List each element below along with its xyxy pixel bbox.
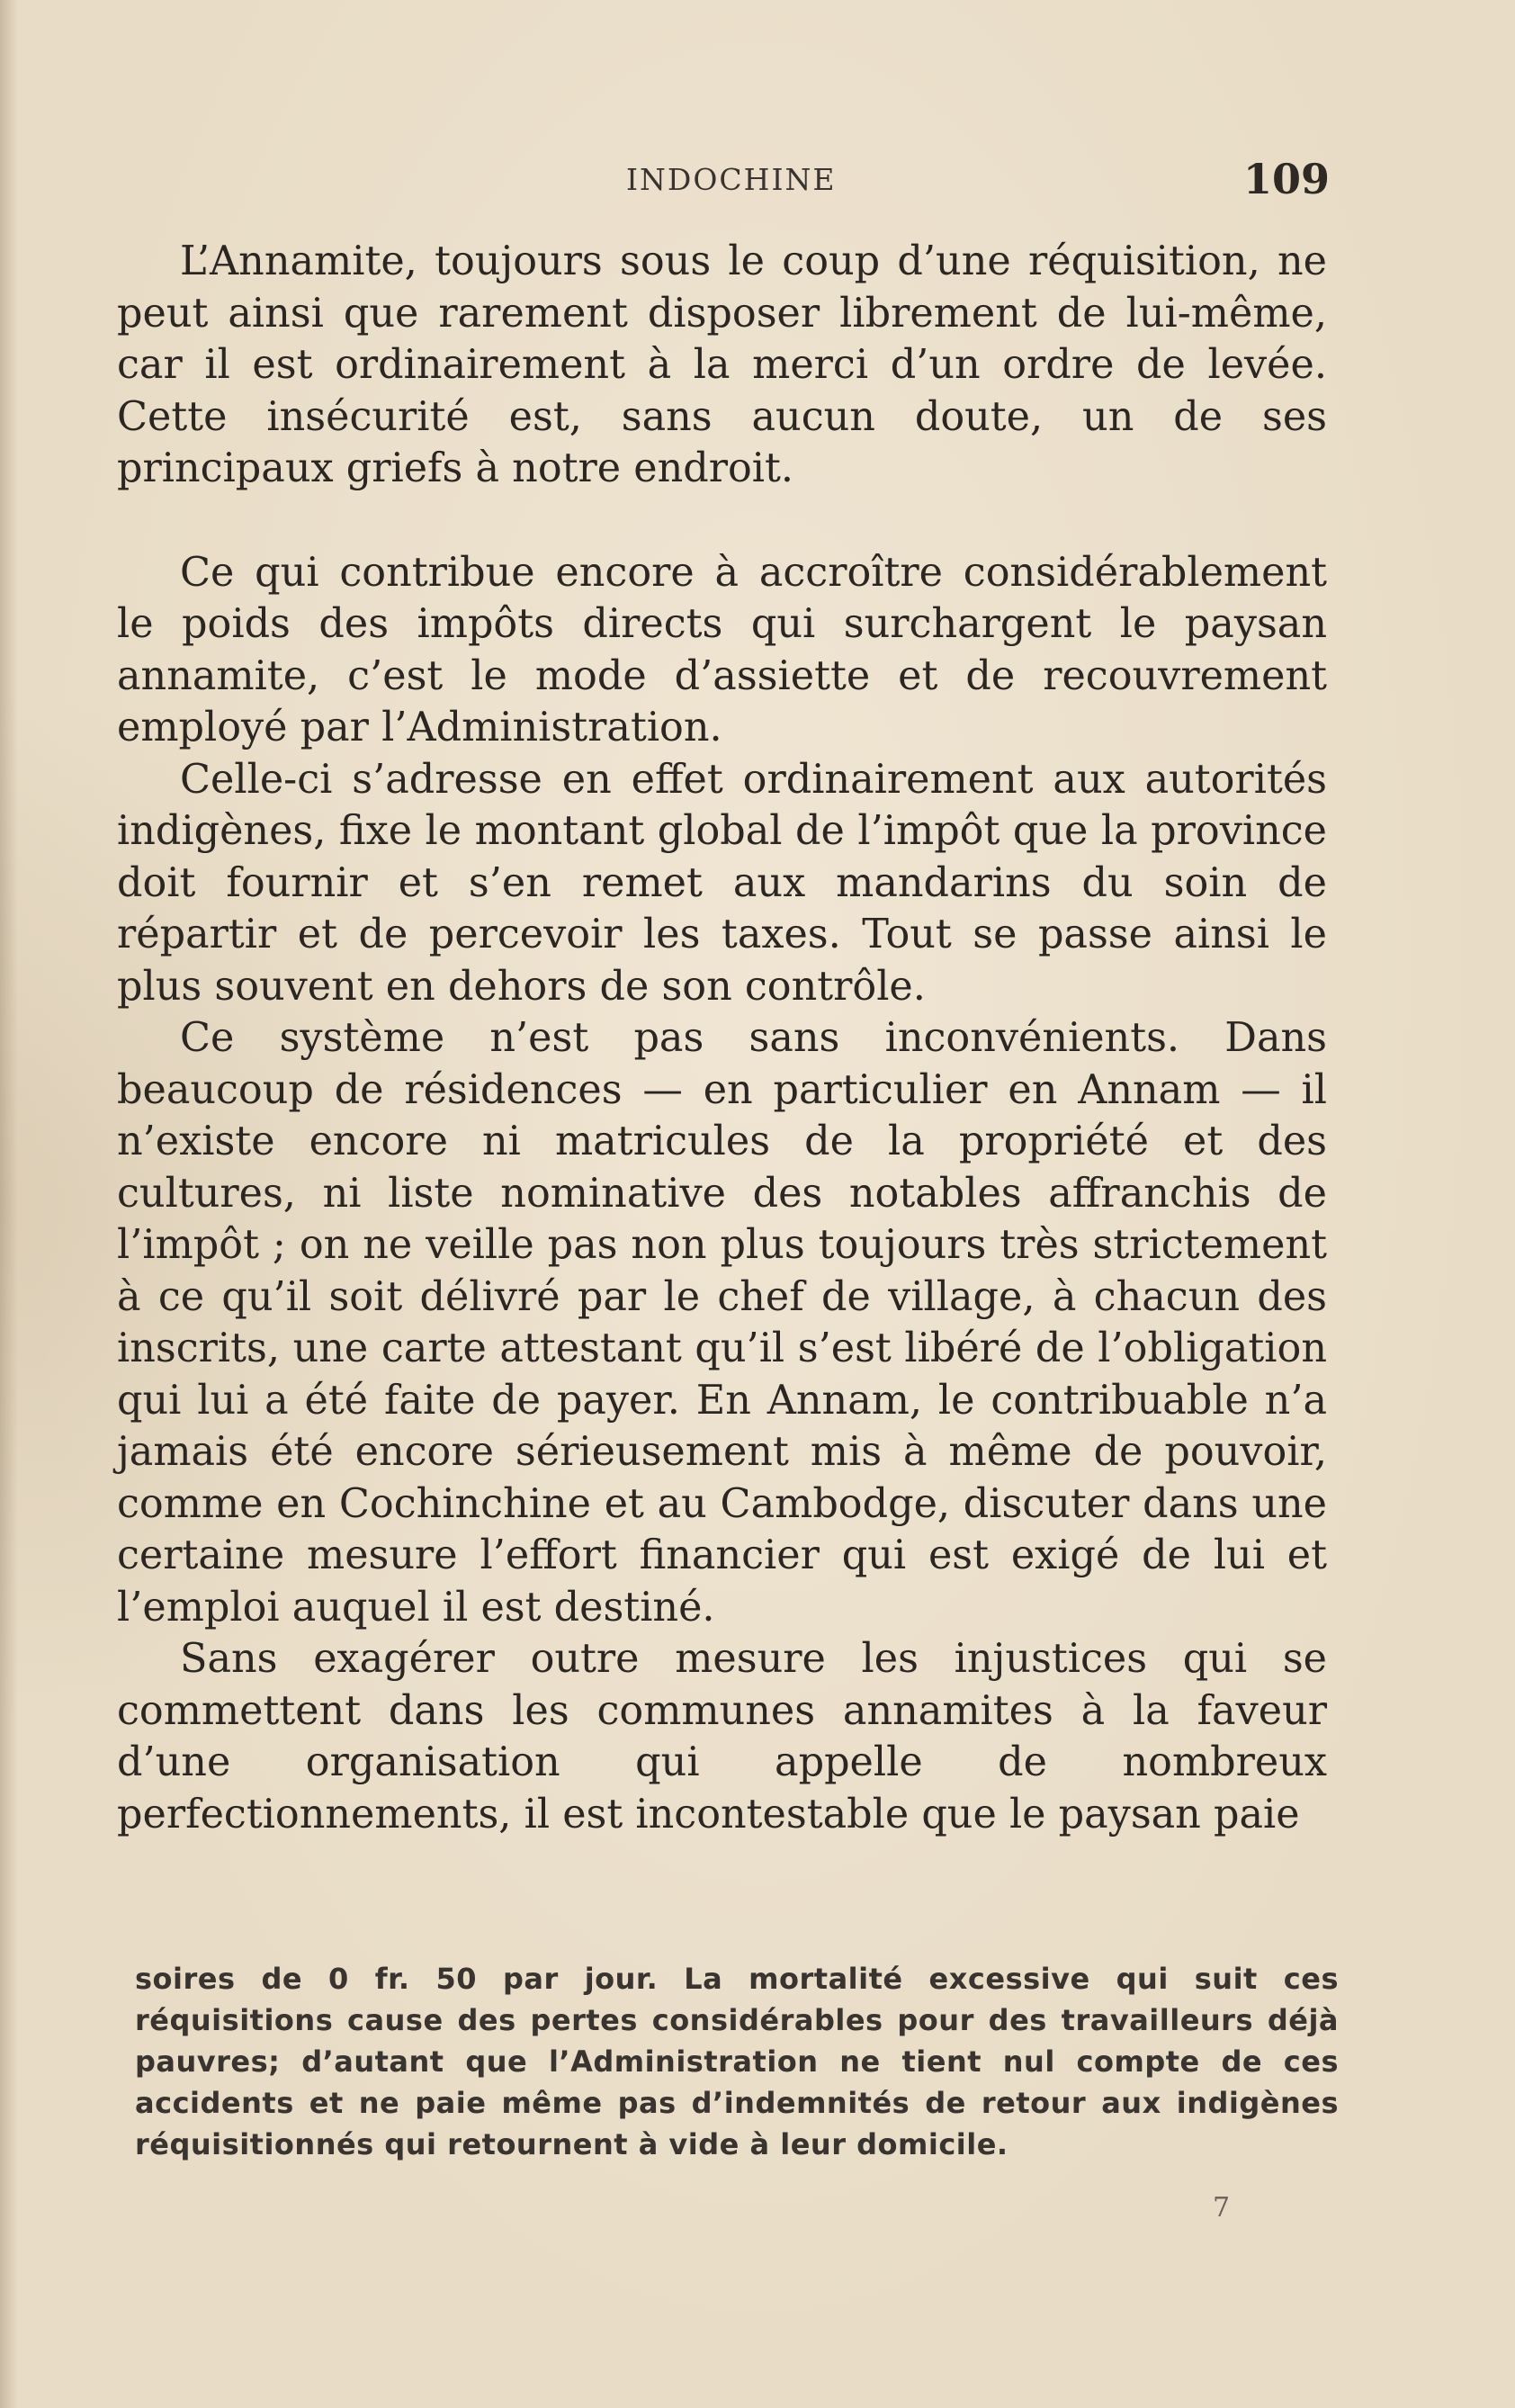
page-number: 109 [1242,155,1330,203]
page-header [115,155,1330,209]
footnote: soires de 0 fr. 50 par jour. La mortalité excessive qui suit ces réquisitions cause des pertes considérables pour des travailleurs déjà pauvres; d’autant que l’Administration ne tient nul compte de ces accidents et ne paie même pas d’indemnités de retour aux indigènes réquisitionnés qui retournent à vide à leur domicile. [135,1962,1339,2161]
paragraph-2: Ce qui contribue encore à accroître considérablement le poids des impôts directs qui surchargent le paysan annamite, c’est le mode d’assiette et de recouvrement employé par l’Administration. [117,549,1327,750]
paragraph-4: Ce système n’est pas sans inconvénients. Dans beaucoup de résidences — en particulier en Annam — il n’existe encore ni matricules de la propriété et des cultures, ni liste nominative des notables affranchis de l’impôt ; on ne veille pas non plus toujours très strictement à ce qu’il soit délivré par le chef de village, à chacun des inscrits, une carte attestant qu’il s’est libéré de l’obligation qui lui a été faite de payer. En Annam, le contribuable n’a jamais été encore sérieusement mis à même de pouvoir, comme en Cochinchine et au Cambodge, discuter dans une certaine mesure l’effort financier qui est exigé de lui et l’emploi auquel il est destiné. [117,1015,1327,1631]
signature-mark: 7 [1213,2192,1231,2224]
running-title: INDOCHINE [626,162,837,197]
paragraph-1: L’Annamite, toujours sous le coup d’une réquisition, ne peut ainsi que rarement disposer librement de lui-même, car il est ordinairement à la merci d’un ordre de levée. Cette insécurité est, sans aucun doute, un de ses principaux griefs à notre endroit. [117,238,1327,491]
page-edge-shadow [0,0,18,2408]
paragraph-5: Sans exagérer outre mesure les injustices qui se commettent dans les communes annamites à la faveur d’une organisation qui appelle de nombreux perfectionnements, il est incontestable que le paysan paie [117,1636,1327,1837]
paragraph-3: Celle-ci s’adresse en effet ordinairement aux autorités indigènes, fixe le montant global de l’impôt que la province doit fournir et s’en remet aux mandarins du soin de répartir et de percevoir les taxes. Tout se passe ainsi le plus souvent en dehors de son contrôle. [117,756,1327,1010]
body-text [117,236,1327,1840]
